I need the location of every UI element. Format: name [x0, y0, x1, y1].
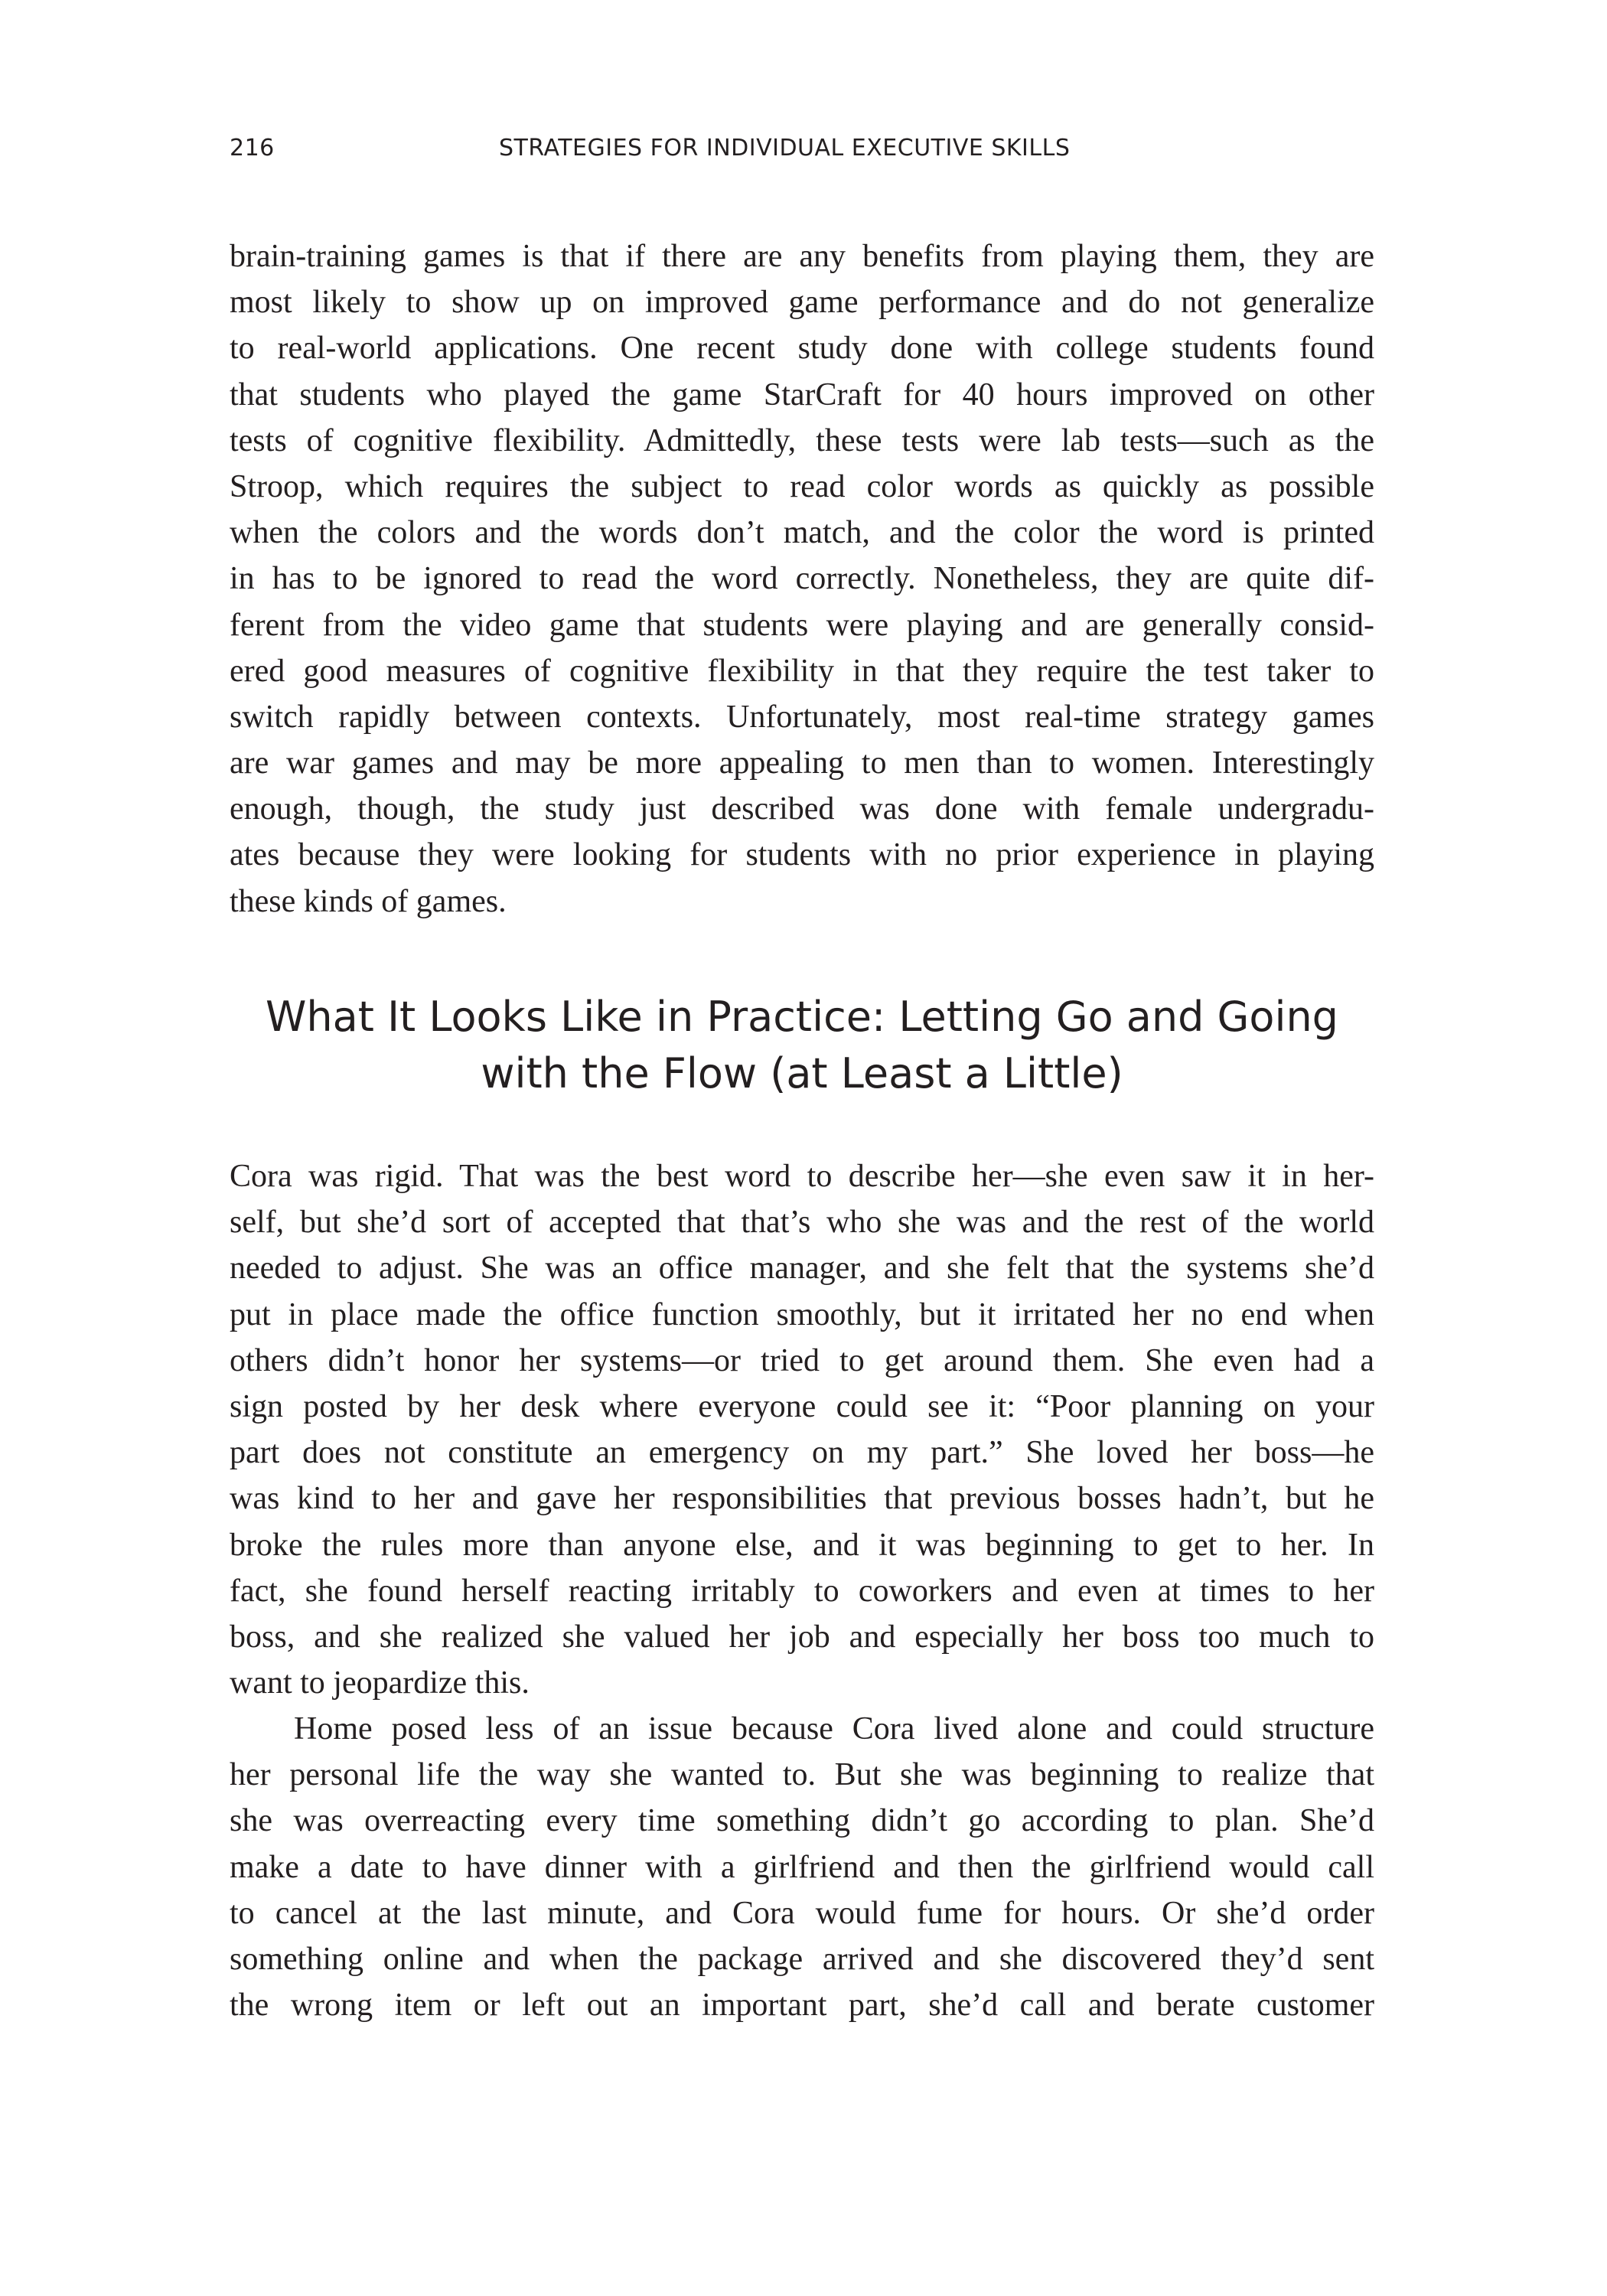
text-line: others didn’t honor her systems—or tried to get around them. She even had a — [230, 1342, 1374, 1378]
text-line: ferent from the video game that students were playing and are generally consid- — [230, 607, 1374, 643]
text-line: that students who played the game StarCraft for 40 hours improved on other — [230, 377, 1374, 413]
text-line: brain-training games is that if there are any benefits from playing them, they are — [230, 239, 1374, 274]
text-line: when the colors and the words don’t match, and the color the word is printed — [230, 515, 1374, 551]
page-number: 216 — [230, 135, 275, 161]
running-head — [230, 135, 1374, 173]
text-line: tests of cognitive flexibility. Admittedly, these tests were lab tests—such as the — [230, 422, 1374, 458]
text-line: these kinds of games. — [230, 883, 507, 919]
text-line: broke the rules more than anyone else, and it was beginning to get to her. In — [230, 1527, 1374, 1563]
text-line: to real-world applications. One recent study done with college students found — [230, 331, 1374, 367]
text-line: ates because they were looking for students with no prior experience in playing — [230, 837, 1374, 873]
text-line: make a date to have dinner with a girlfriend and then the girlfriend would call — [230, 1849, 1374, 1885]
paragraph-1 — [230, 233, 1374, 925]
text-line: in has to be ignored to read the word correctly. Nonetheless, they are quite dif- — [230, 561, 1374, 597]
text-line: put in place made the office function smoothly, but it irritated her no end when — [230, 1296, 1374, 1332]
section-heading — [230, 989, 1374, 1102]
text-line: enough, though, the study just described was done with female undergradu- — [230, 791, 1374, 827]
text-line: fact, she found herself reacting irritably to coworkers and even at times to her — [230, 1573, 1374, 1609]
text-line: needed to adjust. She was an office manager, and she felt that the systems she’d — [230, 1251, 1375, 1287]
paragraph-3 — [230, 1706, 1374, 2028]
text-line: she was overreacting every time something didn’t go according to plan. She’d — [230, 1803, 1375, 1839]
text-line: Home posed less of an issue because Cora lived alone and could structure — [294, 1711, 1374, 1746]
text-line: the wrong item or left out an important part, she’d call and berate customer — [230, 1988, 1374, 2024]
text-line: Stroop, which requires the subject to read color words as quickly as possible — [230, 468, 1374, 504]
paragraph-2 — [230, 1153, 1374, 1706]
text-line: are war games and may be more appealing to men than to women. Interestingly — [230, 745, 1374, 781]
text-line: boss, and she realized she valued her job and especially her boss too much to — [230, 1619, 1375, 1655]
text-line: part does not constitute an emergency on my part.” She loved her boss—he — [230, 1435, 1374, 1471]
section-heading-line: What It Looks Like in Practice: Letting Go and Going — [266, 993, 1338, 1041]
text-line: her personal life the way she wanted to. But she was beginning to realize that — [230, 1757, 1374, 1793]
text-line: something online and when the package arrived and she discovered they’d sent — [230, 1941, 1374, 1977]
text-line: sign posted by her desk where everyone could see it: “Poor planning on your — [230, 1388, 1374, 1424]
text-line: want to jeopardize this. — [230, 1665, 530, 1701]
text-line: was kind to her and gave her responsibilities that previous bosses hadn’t, but he — [230, 1481, 1374, 1517]
text-line: switch rapidly between contexts. Unfortunately, most real-time strategy games — [230, 699, 1374, 735]
text-line: most likely to show up on improved game performance and do not generalize — [230, 285, 1374, 321]
running-title: STRATEGIES FOR INDIVIDUAL EXECUTIVE SKILLS — [499, 135, 1071, 161]
text-line: Cora was rigid. That was the best word to describe her—she even saw it in her- — [230, 1159, 1374, 1194]
text-line: ered good measures of cognitive flexibility in that they require the test taker to — [230, 653, 1374, 689]
text-line: to cancel at the last minute, and Cora would fume for hours. Or she’d order — [230, 1895, 1374, 1931]
text-line: self, but she’d sort of accepted that that’s who she was and the rest of the world — [230, 1205, 1374, 1241]
section-heading-line: with the Flow (at Least a Little) — [481, 1049, 1123, 1097]
